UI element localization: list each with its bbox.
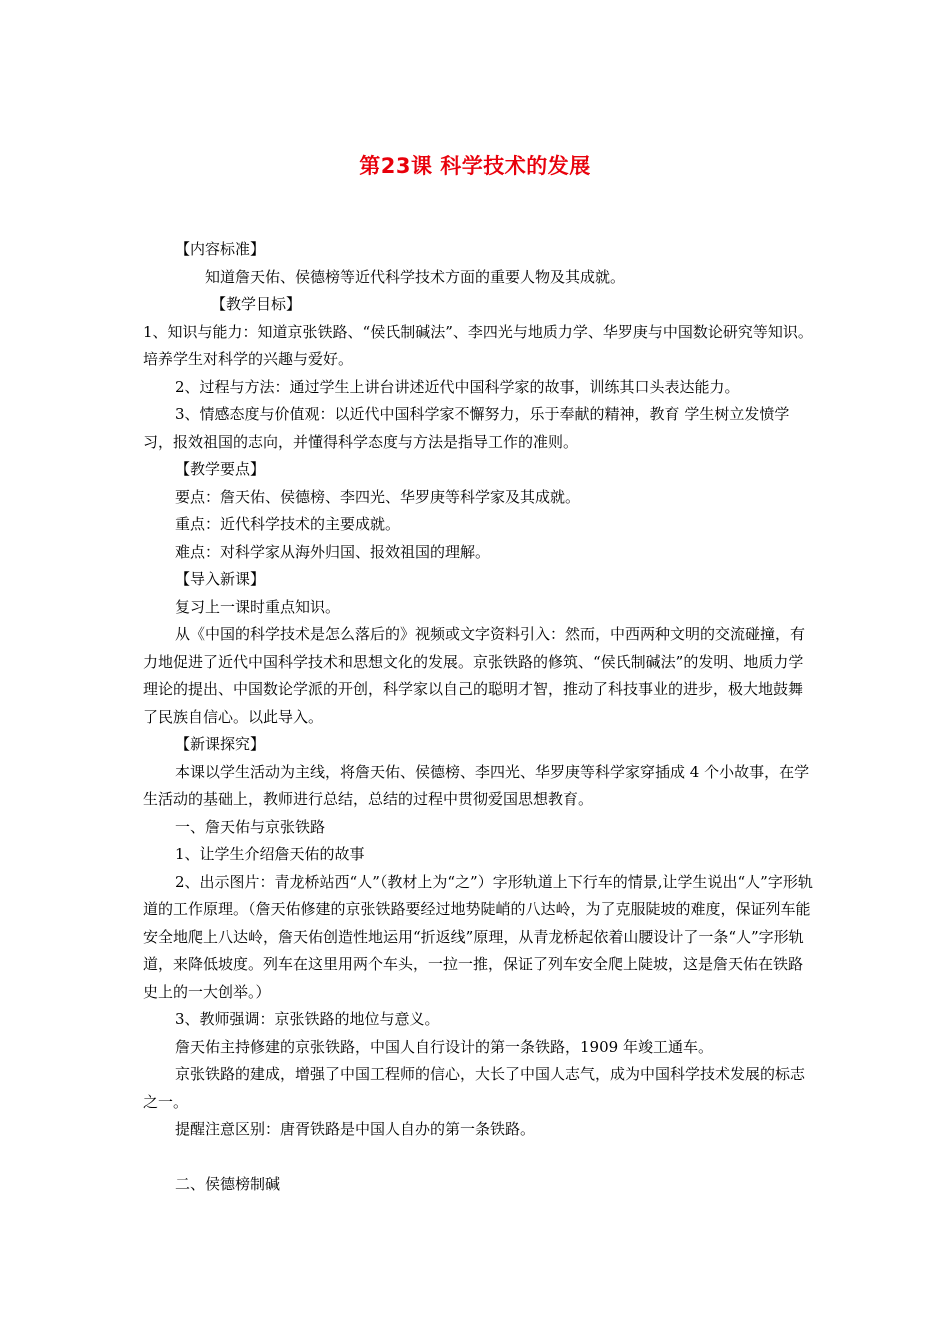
paragraph: 1、让学生介绍詹天佑的故事 xyxy=(175,845,365,863)
paragraph: 2、出示图片：青龙桥站西“人”（教材上为“之”）字形轨道上下行车的情景,让学生说出“人”字形轨道的工作原理。（詹天佑修建的京张铁路要经过地势陡峭的八达岭，为了克服陡坡的难度，保证列车能安全地爬上八达岭，詹天佑创造性地运用“折返线”原理，从青龙桥起依着山腰设计了一条“人”字形轨道，来降低坡度。列车在这里用两个车头，一拉一推，保证了列车安全爬上陡坡，这是詹天佑在铁路史上的一大创举。） xyxy=(143,872,813,1001)
paragraph: 从《中国的科学技术是怎么落后的》视频或文字资料引入：然而，中西两种文明的交流碰撞，有力地促进了近代中国科学技术和思想文化的发展。京张铁路的修筑、“侯氏制碱法”的发明、地质力学理论的提出、中国数论学派的开创，科学家以自己的聪明才智，推动了科技事业的进步，极大地鼓舞了民族自信心。以此导入。 xyxy=(143,625,806,726)
section-heading-teaching-goals: 【教学目标】 xyxy=(211,295,302,313)
paragraph: 重点：近代科学技术的主要成就。 xyxy=(175,515,401,533)
paragraph: 京张铁路的建成，增强了中国工程师的信心，大长了中国人志气，成为中国科学技术发展的标志之一。 xyxy=(143,1065,806,1111)
paragraph: 本课以学生活动为主线，将詹天佑、侯德榜、李四光、华罗庚等科学家穿插成 4 个小故事，在学生活动的基础上，教师进行总结，总结的过程中贯彻爱国思想教育。 xyxy=(143,762,810,808)
paragraph: 提醒注意区别：唐胥铁路是中国人自办的第一条铁路。 xyxy=(175,1120,536,1138)
section-heading-teaching-points: 【教学要点】 xyxy=(175,460,266,478)
blank-line xyxy=(143,1144,813,1171)
section-heading-content-standard: 【内容标准】 xyxy=(175,240,266,258)
paragraph: 要点：詹天佑、侯德榜、李四光、华罗庚等科学家及其成就。 xyxy=(175,487,581,506)
section-heading-introduction: 【导入新课】 xyxy=(175,570,266,588)
section-heading-new-lesson: 【新课探究】 xyxy=(175,735,266,753)
paragraph: 3、教师强调：京张铁路的地位与意义。 xyxy=(175,1010,440,1028)
paragraph: 3、情感态度与价值观：以近代中国科学家不懈努力，乐于奉献的精神，教育 学生树立发愤学习，报效祖国的志向，并懂得科学态度与方法是指导工作的准则。 xyxy=(143,405,790,451)
document-body xyxy=(143,236,813,1198)
paragraph: 知道詹天佑、侯德榜等近代科学技术方面的重要人物及其成就。 xyxy=(205,267,626,286)
subsection-heading: 一、詹天佑与京张铁路 xyxy=(175,817,326,836)
subsection-heading: 二、侯德榜制碱 xyxy=(175,1174,281,1193)
paragraph: 难点：对科学家从海外归国、报效祖国的理解。 xyxy=(175,542,491,561)
paragraph: 詹天佑主持修建的京张铁路，中国人自行设计的第一条铁路，1909 年竣工通车。 xyxy=(175,1037,713,1056)
paragraph: 2、过程与方法：通过学生上讲台讲述近代中国科学家的故事，训练其口头表达能力。 xyxy=(175,377,740,396)
paragraph: 1、知识与能力：知道京张铁路、“侯氏制碱法”、李四光与地质力学、华罗庚与中国数论研究等知识。培养学生对科学的兴趣与爱好。 xyxy=(143,322,813,368)
paragraph: 复习上一课时重点知识。 xyxy=(175,597,341,616)
lesson-title: 第23课 科学技术的发展 xyxy=(359,154,591,178)
